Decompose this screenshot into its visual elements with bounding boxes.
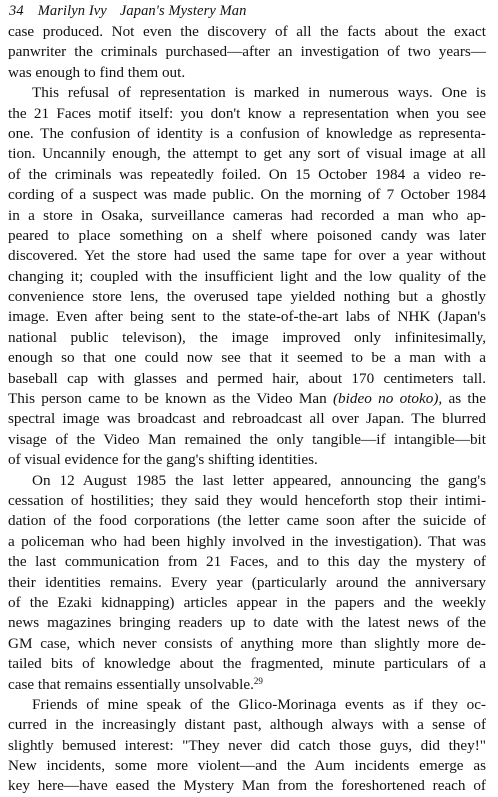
text-line-content: tion. Uncannily enough, the attempt to get any sort of visual image at all [8,145,486,163]
text-line [8,83,486,103]
text-line-content: changing it; coupled with the insufficient light and the low quality of the [8,267,486,285]
text-line-content: baseball cap with glasses and permed hair, about 170 centimeters tall. [8,369,486,387]
text-line-content: was enough to find them out. [8,63,186,81]
text-line-content: panwriter the criminals purchased—after an investigation of two years— [8,43,486,61]
text-line [8,165,486,185]
text-line-content: of the Ezaki kidnapping) articles appear in the papers and the weekly [8,593,486,611]
running-head [9,3,246,20]
text-line-content: one. The confusion of identity is a confusion of knowledge as representa- [8,124,486,142]
page-number: 34 [9,3,24,19]
text-line [8,715,486,735]
text-line-content: of the criminals was repeatedly foiled. On 15 October 1984 a video re- [8,165,486,183]
text-line [8,552,486,572]
text-line-content: image. Even after being sent to the state-of-the-art labs of NHK (Japan's [8,308,486,326]
text-line-content: convenience store lens, the overused tape yielded nothing but a ghostly [8,288,486,306]
text-line [8,532,486,552]
text-line [8,756,486,776]
body-text [8,22,486,797]
text-line [8,430,486,450]
text-line [8,450,486,470]
chapter-title: Japan's Mystery Man [119,3,247,19]
text-line-content: cording of a suspect was made public. On the morning of 7 October 1984 [8,186,486,204]
text-line [8,409,486,429]
text-line-content: cessation of hostilities; they said they would henceforth stop their intimi- [8,491,486,509]
text-line [8,491,486,511]
text-line-tail: as the [442,390,486,408]
text-line-content: news magazines bringing readers up to date with the latest news of the [8,614,486,632]
text-line [8,613,486,633]
text-line-content: This refusal of representation is marked in numerous ways. One is [32,84,486,102]
text-line [8,63,486,83]
text-line [8,307,486,327]
text-line-content: curred in the increasingly distant past, although always with a sense of [8,716,486,734]
text-line-content: in a store in Osaka, surveillance cameras had recorded a man who ap- [8,206,486,224]
text-line [8,104,486,124]
text-line-content: the 21 Faces motif itself: you don't know a representation when you see [8,104,486,122]
text-line-content: On 12 August 1985 the last letter appeared, announcing the gang's [32,471,486,489]
text-line-content: spectral image was broadcast and rebroadcast all over Japan. The blurred [8,410,486,428]
text-line [8,246,486,266]
text-line [8,22,486,42]
text-line [8,206,486,226]
text-line [8,736,486,756]
text-line [8,634,486,654]
text-line [8,511,486,531]
text-line [8,573,486,593]
text-line [8,389,486,409]
text-line-content: the last communication from 21 Faces, and to this day the mystery of [8,553,486,571]
text-line-content: enough so that one could now see that it seemed to be a man with a [8,349,486,367]
text-line-content: GM case, which never consists of anything more than slightly more de- [8,634,486,652]
author-name: Marilyn Ivy [37,3,107,19]
text-line-content: New incidents, some more violent—and the Aum incidents emerge as [8,757,486,775]
text-line [8,695,486,715]
text-line-content: key here—have eased the Mystery Man from the foreshortened reach of [8,777,486,795]
text-line-content: tailed bits of knowledge about the fragmented, minute particulars of a [8,655,486,673]
text-line-content: This person came to be known as the Video Man [8,390,327,408]
text-line-content: discovered. Yet the store had used the same tape for over a year without [8,247,486,265]
text-line [8,675,486,695]
text-line-content: visage of the Video Man remained the only tangible—if intangible—bit [8,430,486,448]
text-line [8,654,486,674]
text-line-content: national public televison), the image improved only infinitesimally, [8,328,486,346]
text-line-content: of visual evidence for the gang's shifting identities. [8,451,318,469]
italic-term: (bideo no otoko), [333,390,443,408]
text-line-content: slightly bemused interest: "They never did catch those guys, did they!" [8,736,486,754]
text-line-content: dation of the food corporations (the letter came soon after the suicide of [8,512,486,530]
text-line [8,328,486,348]
text-line-content: their identities remains. Every year (particularly around the anniversary [8,573,486,591]
footnote-marker: 29 [253,675,263,686]
text-line [8,267,486,287]
text-line [8,144,486,164]
text-line [8,42,486,62]
text-line [8,185,486,205]
text-line-content: a policeman who had been highly involved in the investigation). That was [8,532,486,550]
text-line-content: case produced. Not even the discovery of all the facts about the exact [8,23,486,40]
text-line [8,124,486,144]
text-line-content: peared to place something on a shelf where poisoned candy was later [8,226,486,244]
text-line [8,369,486,389]
text-line [8,348,486,368]
text-line-content: Friends of mine speak of the Glico-Morinaga events as if they oc- [32,695,486,713]
text-line-content: case that remains essentially unsolvable. [8,675,254,693]
text-line [8,287,486,307]
text-line [8,593,486,613]
text-line [8,471,486,491]
text-line [8,776,486,796]
text-line [8,226,486,246]
